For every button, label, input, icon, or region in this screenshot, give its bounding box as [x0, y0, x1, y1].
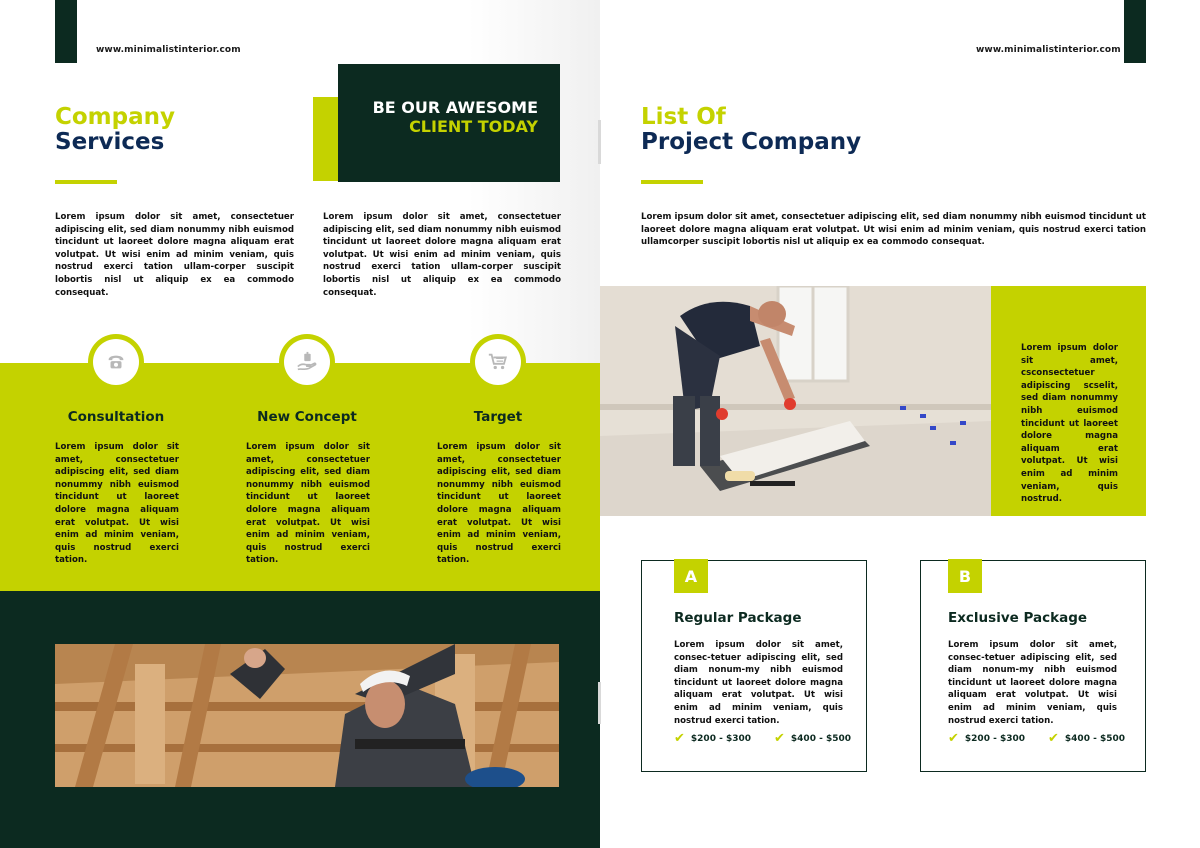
- service-title: New Concept: [257, 409, 357, 425]
- package-title: Exclusive Package: [948, 610, 1088, 626]
- service-title: Consultation: [67, 409, 165, 425]
- page-seam: [598, 120, 601, 164]
- title-line-1: Company: [55, 104, 175, 130]
- title-line-2: Services: [55, 129, 165, 155]
- price-label: $400 - $500: [790, 733, 852, 744]
- package-title: Regular Package: [674, 610, 802, 626]
- package-description: Lorem ipsum dolor sit amet, consec-tetuer adipiscing elit, sed diam nonum-my nibh euismod tincidunt ut laoreet dolore magna aliquam erat volutpat. Ut wisi enim ad minim veniam, quis nostrud exerci tation.: [674, 640, 843, 726]
- tab-mark: [1124, 0, 1146, 63]
- price-option: [1048, 731, 1125, 746]
- package-badge: B: [948, 559, 982, 593]
- price-label: $200 - $300: [690, 733, 752, 744]
- title-line-2: Project Company: [641, 129, 862, 155]
- highlight-panel: [991, 286, 1146, 516]
- cart-icon: [487, 351, 509, 373]
- page-seam: [598, 682, 601, 724]
- roof-worker-photo: [55, 644, 559, 787]
- package-card: [920, 560, 1146, 772]
- service-title: Target: [473, 409, 523, 425]
- check-icon: ✔: [1048, 731, 1059, 746]
- service-icon-badge: [279, 334, 335, 390]
- intro-paragraph-2: Lorem ipsum dolor sit amet, consectetuer adipiscing elit, sed diam nonummy nibh euismod tincidunt ut laoreet dolore magna aliquam erat volutpat. Ut wisi enim ad minim veniam, quis nostrud exerci tation ullam-corper suscipit lobortis nisl ut aliquip ex ea commodo consequat.: [323, 212, 561, 298]
- title-line-1: List Of: [641, 104, 726, 130]
- promo-line-1: BE OUR AWESOME: [372, 98, 538, 117]
- right-page: [600, 0, 1200, 848]
- intro-paragraph: Lorem ipsum dolor sit amet, consectetuer adipiscing elit, sed diam nonummy nibh euismod tincidunt ut laoreet dolore magna aliquam erat volutpat. Ut wisi enim ad minim veniam, quis nostrud exerci tation ullamcorper suscipit lobortis nisl ut aliquip ex ea commodo consequat.: [641, 212, 1146, 248]
- tab-mark: [55, 0, 77, 63]
- service-icon-badge: [470, 334, 526, 390]
- check-icon: ✔: [948, 731, 959, 746]
- panel-text: Lorem ipsum dolor sit amet, csconsectetuer adipiscing scselit, sed diam nonummy nibh euismod tincidunt ut laoreet dolore magna aliquam erat volutpat. Ut wisi enim ad minim veniam, quis nostrud.: [1021, 343, 1118, 505]
- package-badge: A: [674, 559, 708, 593]
- hand-paint-icon: [296, 351, 318, 373]
- package-card: [641, 560, 867, 772]
- website-url: www.minimalistinterior.com: [976, 45, 1121, 55]
- promo-box: [338, 64, 560, 182]
- title-underline: [641, 180, 703, 184]
- tile-worker-photo: [600, 286, 991, 516]
- price-label: $400 - $500: [1064, 733, 1126, 744]
- page-title: [55, 105, 175, 155]
- service-description: Lorem ipsum dolor sit amet, consectetuer adipiscing elit, sed diam nonummy nibh euismod tincidunt ut laoreet dolore magna aliquam erat volutpat. Ut wisi enim ad minim veniam, quis nostrud exerci tation.: [437, 442, 561, 566]
- price-option: [774, 731, 851, 746]
- check-icon: ✔: [674, 731, 685, 746]
- price-option: [674, 731, 751, 746]
- service-icon-badge: [88, 334, 144, 390]
- website-url: www.minimalistinterior.com: [96, 45, 241, 55]
- service-description: Lorem ipsum dolor sit amet, consectetuer adipiscing elit, sed diam nonummy nibh euismod tincidunt ut laoreet dolore magna aliquam erat volutpat. Ut wisi enim ad minim veniam, quis nostrud exerci tation.: [55, 442, 179, 566]
- service-description: Lorem ipsum dolor sit amet, consectetuer adipiscing elit, sed diam nonummy nibh euismod tincidunt ut laoreet dolore magna aliquam erat volutpat. Ut wisi enim ad minim veniam, quis nostrud exerci tation.: [246, 442, 370, 566]
- price-option: [948, 731, 1025, 746]
- title-underline: [55, 180, 117, 184]
- check-icon: ✔: [774, 731, 785, 746]
- package-description: Lorem ipsum dolor sit amet, consec-tetuer adipiscing elit, sed diam nonum-my nibh euismod tincidunt ut laoreet dolore magna aliquam erat volutpat. Ut wisi enim ad minim veniam, quis nostrud exerci tation.: [948, 640, 1117, 726]
- promo-line-2: CLIENT TODAY: [409, 117, 538, 136]
- telephone-icon: [105, 351, 127, 373]
- price-label: $200 - $300: [964, 733, 1026, 744]
- page-title: [641, 105, 861, 155]
- intro-paragraph-1: Lorem ipsum dolor sit amet, consectetuer adipiscing elit, sed diam nonummy nibh euismod tincidunt ut laoreet dolore magna aliquam erat volutpat. Ut wisi enim ad minim veniam, quis nostrud exerci tation ullam-corper suscipit lobortis nisl ut aliquip ex ea commodo consequat.: [55, 212, 294, 298]
